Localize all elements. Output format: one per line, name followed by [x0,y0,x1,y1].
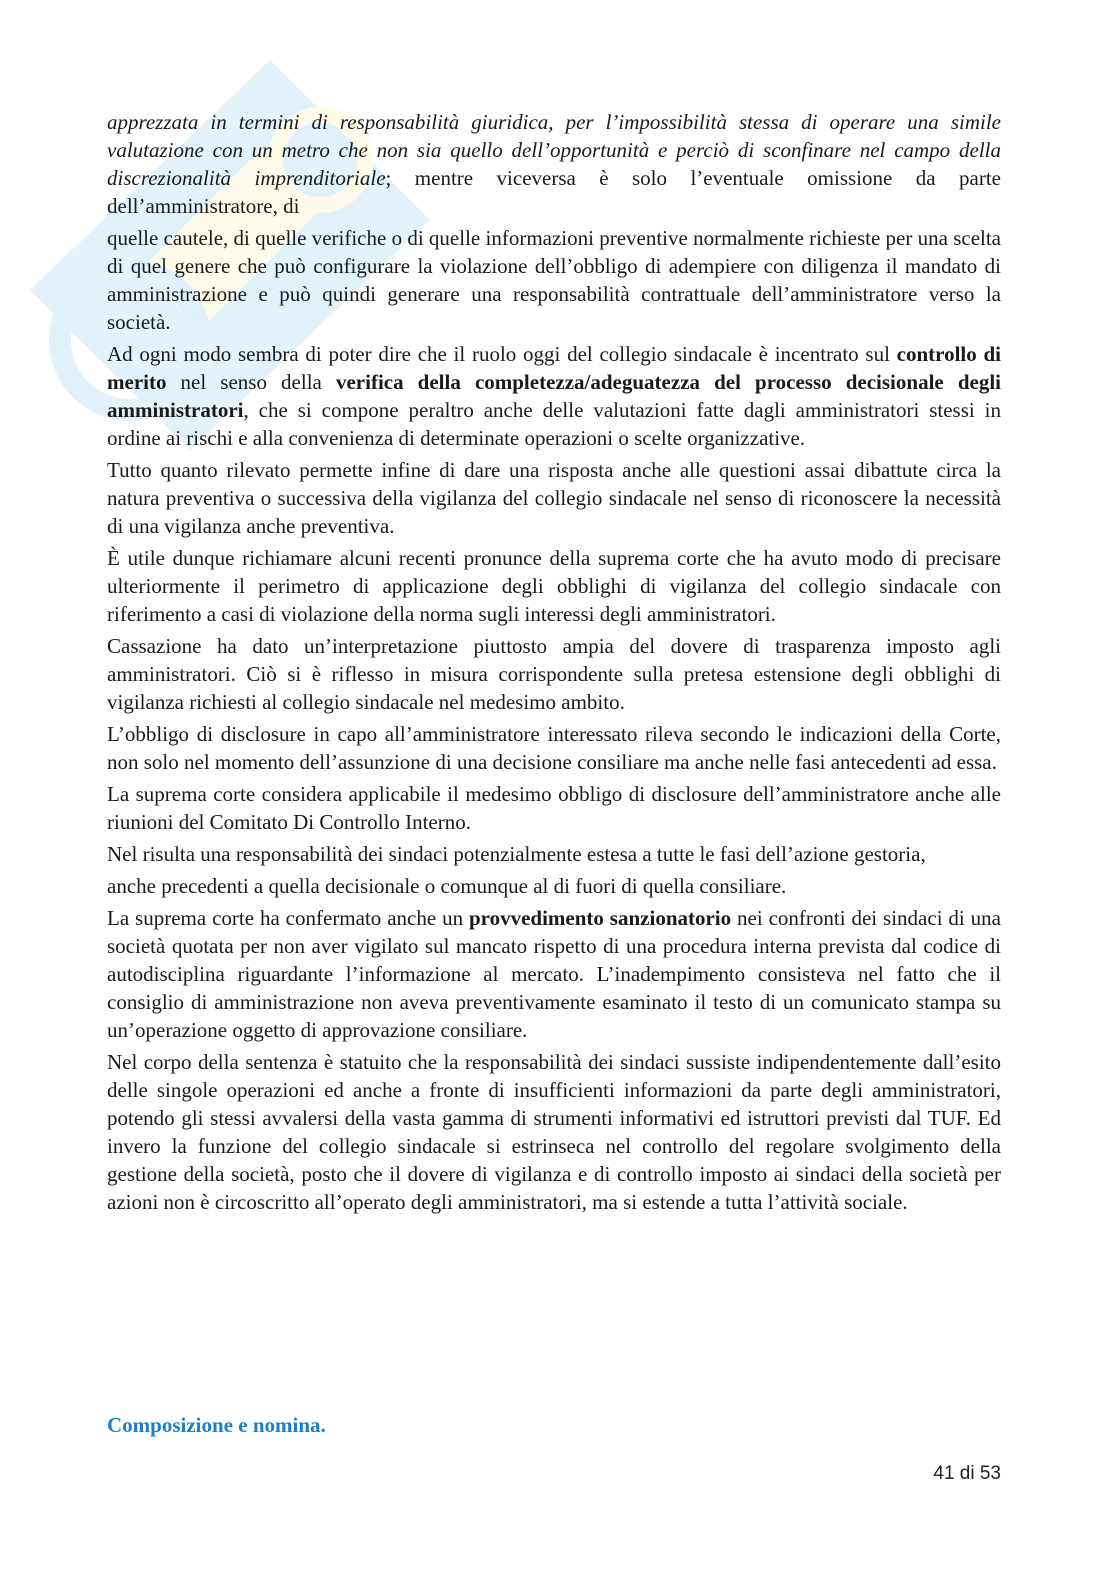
paragraph [107,780,1001,836]
bold-text: controllo di merito [107,342,1001,394]
paragraph [107,632,1001,716]
paragraph [107,456,1001,540]
paragraph [107,108,1001,220]
text-segment: Ad ogni modo sembra di poter dire che il ruolo oggi del collegio sindacale è incentrato sul [107,342,897,366]
paragraph [107,720,1001,776]
paragraph [107,340,1001,452]
text-segment: La suprema corte considera applicabile il medesimo obbligo di disclosure dell’amministratore anche alle riunioni del Comitato Di Controllo Interno. [107,782,1001,834]
page-number: 41 di 53 [933,1463,1001,1484]
text-segment: , che si compone peraltro anche delle valutazioni fatte dagli amministratori stessi in ordine ai rischi e alla convenienza di determinate operazioni o scelte organizzative. [107,398,1001,450]
text-segment: anche precedenti a quella decisionale o comunque al di fuori di quella consiliare. [107,874,787,898]
document-body [107,108,1001,1220]
paragraph [107,904,1001,1044]
paragraph [107,224,1001,336]
text-segment: La suprema corte ha confermato anche un [107,906,469,930]
paragraph [107,544,1001,628]
text-segment: Tutto quanto rilevato permette infine di dare una risposta anche alle questioni assai dibattute circa la natura preventiva o successiva della vigilanza del collegio sindacale nel senso di riconoscere la necessità di una vigilanza anche preventiva. [107,458,1001,538]
bold-text: verifica della completezza/adeguatezza del processo decisionale degli amministratori [107,370,1001,422]
text-segment: L’obbligo di disclosure in capo all’amministratore interessato rileva secondo le indicazioni della Corte, non solo nel momento dell’assunzione di una decisione consiliare ma anche nelle fasi antecedenti ad essa. [107,722,1001,774]
text-segment: nei confronti dei sindaci di una società quotata per non aver vigilato sul mancato rispetto di una procedura interna prevista dal codice di autodisciplina riguardante l’informazione al mercato. L’inadempimento consisteva nel fatto che il consiglio di amministrazione non aveva preventivamente esaminato il testo di un comunicato stampa su un’operazione oggetto di approvazione consiliare. [107,906,1001,1042]
paragraph [107,872,1001,900]
text-segment: Nel risulta una responsabilità dei sindaci potenzialmente estesa a tutte le fasi dell’azione gestoria, [107,842,926,866]
text-segment: ; mentre viceversa è solo l’eventuale omissione da parte dell’amministratore, di [107,166,1001,218]
paragraph [107,1048,1001,1216]
text-segment: nel senso della [166,370,336,394]
paragraph [107,840,1001,868]
bold-text: provvedimento sanzionatorio [468,906,732,930]
text-segment: Cassazione ha dato un’interpretazione piuttosto ampia del dovere di trasparenza imposto agli amministratori. Ciò si è riflesso in misura corrispondente sulla pretesa estensione degli obblighi di vigilanza richiesti al collegio sindacale nel medesimo ambito. [107,634,1001,714]
text-segment: È utile dunque richiamare alcuni recenti pronunce della suprema corte che ha avuto modo di precisare ulteriormente il perimetro di applicazione degli obblighi di vigilanza del collegio sindacale con riferimento a casi di violazione della norma sugli interessi degli amministratori. [107,546,1001,626]
italic-text: apprezzata in termini di responsabilità giuridica, per l’impossibilità stessa di operare una simile valutazione con un metro che non sia quello dell’opportunità e perciò di sconfinare nel campo della discrezionalità imprenditoriale [107,110,1001,190]
text-segment: Nel corpo della sentenza è statuito che la responsabilità dei sindaci sussiste indipendentemente dall’esito delle singole operazioni ed anche a fronte di insufficienti informazioni da parte degli amministratori, potendo gli stessi avvalersi della vasta gamma di strumenti informativi ed istruttori previsti dal TUF. Ed invero la funzione del collegio sindacale si estrinseca nel controllo del regolare svolgimento della gestione della società, posto che il dovere di vigilanza e di controllo imposto ai sindaci della società per azioni non è circoscritto all’operato degli amministratori, ma si estende a tutta l’attività sociale. [107,1050,1001,1214]
text-segment: quelle cautele, di quelle verifiche o di quelle informazioni preventive normalmente richieste per una scelta di quel genere che può configurare la violazione dell’obbligo di adempiere con diligenza il mandato di amministrazione e può quindi generare una responsabilità contrattuale dell’amministratore verso la società. [107,226,1001,334]
section-heading: Composizione e nomina. [107,1413,326,1437]
